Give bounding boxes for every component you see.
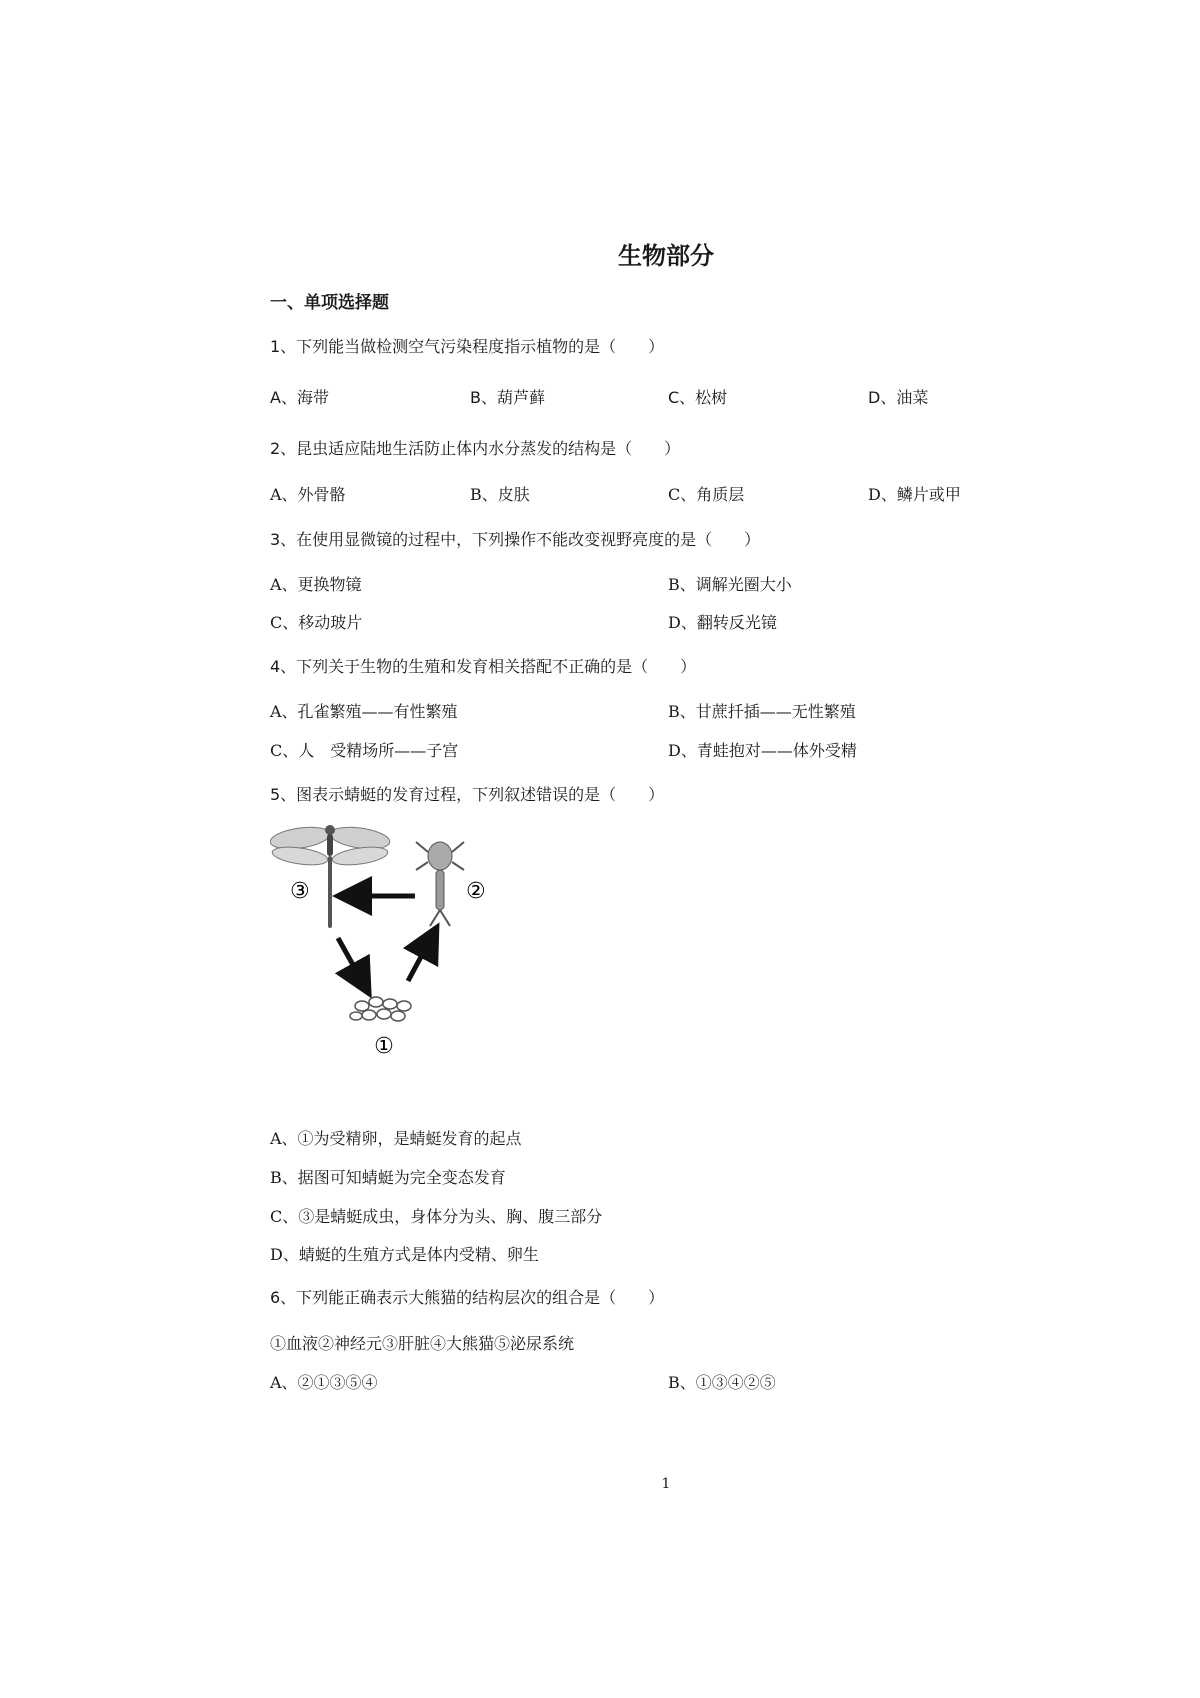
nymph-icon — [416, 842, 464, 926]
question-6-option-b: B、①③④②⑤ — [668, 1373, 776, 1392]
question-1-option-b: B、葫芦藓 — [470, 388, 545, 407]
arrow-adult-to-eggs — [338, 938, 362, 981]
dragonfly-lifecycle-figure — [270, 818, 520, 1063]
question-5-option-a: A、①为受精卵，是蜻蜓发育的起点 — [270, 1129, 522, 1148]
question-2-option-d: D、鳞片或甲 — [868, 485, 961, 504]
question-3-stem: 3、在使用显微镜的过程中，下列操作不能改变视野亮度的是（ ） — [270, 530, 761, 549]
question-4-option-a: A、孔雀繁殖——有性繁殖 — [270, 702, 458, 721]
question-1-option-a: A、海带 — [270, 388, 329, 407]
question-5-option-b: B、据图可知蜻蜓为完全变态发育 — [270, 1168, 506, 1187]
adult-dragonfly-icon — [270, 824, 391, 928]
question-2-option-b: B、皮肤 — [470, 485, 530, 504]
question-3-option-a: A、更换物镜 — [270, 575, 362, 594]
question-4-option-c: C、人 受精场所——子宫 — [270, 741, 459, 760]
figure-label-3: ③ — [290, 879, 310, 904]
page-number: 1 — [661, 1476, 671, 1492]
question-3-option-c: C、移动玻片 — [270, 613, 363, 632]
question-6-stem: 6、下列能正确表示大熊猫的结构层次的组合是（ ） — [270, 1288, 665, 1307]
arrow-eggs-to-nymph — [408, 940, 430, 981]
page-title: 生物部分 — [618, 242, 714, 270]
question-2-option-a: A、外骨骼 — [270, 485, 346, 504]
question-6-sub-items: ①血液②神经元③肝脏④大熊猫⑤泌尿系统 — [270, 1334, 575, 1353]
eggs-icon — [350, 997, 411, 1021]
dragonfly-lifecycle-diagram — [270, 818, 520, 1063]
question-5-option-c: C、③是蜻蜓成虫，身体分为头、胸、腹三部分 — [270, 1207, 603, 1226]
question-1-option-d: D、油菜 — [868, 388, 929, 407]
section-heading: 一、单项选择题 — [270, 293, 389, 313]
question-5-stem: 5、图表示蜻蜓的发育过程，下列叙述错误的是（ ） — [270, 785, 665, 804]
question-5-option-d: D、蜻蜓的生殖方式是体内受精、卵生 — [270, 1245, 539, 1264]
question-3-option-d: D、翻转反光镜 — [668, 613, 777, 632]
question-4-stem: 4、下列关于生物的生殖和发育相关搭配不正确的是（ ） — [270, 657, 697, 676]
question-3-option-b: B、调解光圈大小 — [668, 575, 792, 594]
figure-label-2: ② — [466, 879, 486, 904]
question-2-option-c: C、角质层 — [668, 485, 745, 504]
question-4-option-d: D、青蛙抱对——体外受精 — [668, 741, 857, 760]
question-4-option-b: B、甘蔗扦插——无性繁殖 — [668, 702, 856, 721]
question-1-option-c: C、松树 — [668, 388, 728, 407]
figure-label-1: ① — [374, 1034, 394, 1059]
question-1-stem: 1、下列能当做检测空气污染程度指示植物的是（ ） — [270, 337, 665, 356]
question-2-stem: 2、昆虫适应陆地生活防止体内水分蒸发的结构是（ ） — [270, 439, 681, 458]
question-6-option-a: A、②①③⑤④ — [270, 1373, 378, 1392]
